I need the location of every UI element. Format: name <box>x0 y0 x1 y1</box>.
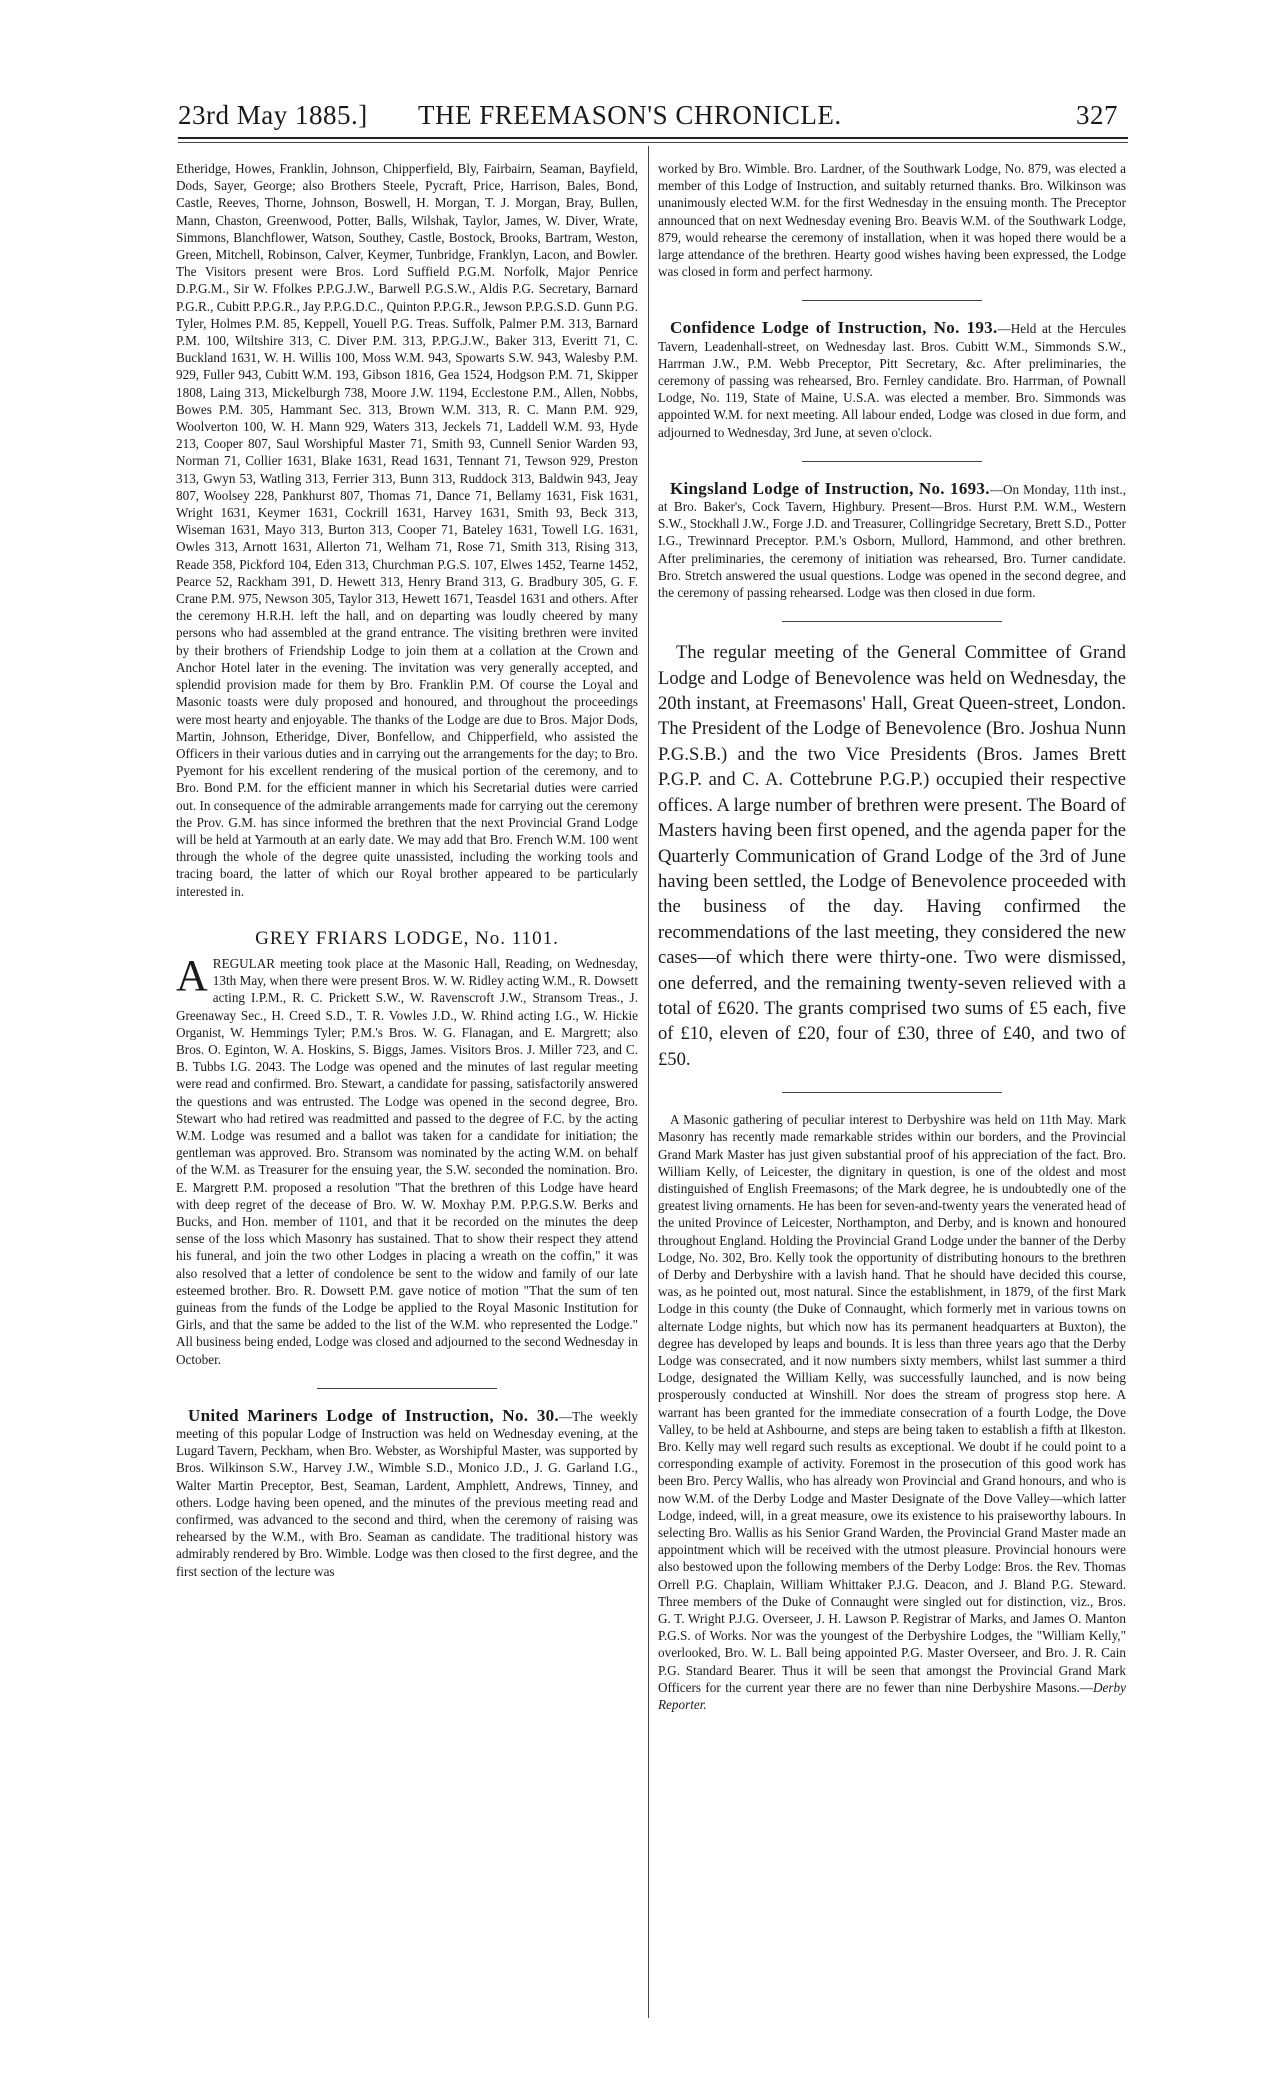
page-number: 327 <box>1076 100 1118 130</box>
kingsland-heading: Kingsland Lodge of Instruction, No. 1693. <box>670 478 990 498</box>
section-separator <box>782 1092 1002 1093</box>
united-mariners-body: —The weekly meeting of this popular Lodge of Instruction was held on Wednesday evening, at the Lugard Tavern, Peckham, when Bro. Webster, as Worshipful Master, was supported by Bros. Wilkinson S.W., Harvey J.W., Wimble S.D., Monico J.D., J. G. Garland I.G., Walter Martin Preceptor, Best, Seaman, Lardent, Amphlett, Andrews, Tinney, and others. Lodge having been opened, and the minutes of the previous meeting read and confirmed, was advanced to the second and third, when the ceremony of raising was rehearsed by the W.M., with Bro. Seaman as candidate. The traditional history was admirably rendered by Bro. Wimble. Lodge was then closed to the first degree, and the first section of the lecture was <box>176 1408 638 1579</box>
right-column <box>658 160 1126 1713</box>
header-rule <box>178 137 1128 139</box>
section-separator <box>317 1388 497 1389</box>
section-separator <box>802 300 982 301</box>
united-mariners-heading: United Mariners Lodge of Instruction, No. 30. <box>188 1405 559 1425</box>
masthead <box>178 100 1118 134</box>
confidence-heading: Confidence Lodge of Instruction, No. 193. <box>670 318 998 338</box>
derbyshire-source: Derby Reporter. <box>658 1679 1126 1713</box>
united-mariners-article <box>176 1407 638 1580</box>
kingsland-body: —On Monday, 11th inst., at Bro. Baker's, Cock Tavern, Highbury. Present—Bros. Hurst P.M. W.M., Western S.W., Stockhall J.W., Forge J.D. and Treasurer, Collingridge Secretary, Brett S.D., Potter I.G., Trewinnard Preceptor. P.M.'s Osborn, Mullord, Hammond, and other brethren. After preliminaries, the ceremony of initiation was rehearsed, Bro. Turner candidate. Bro. Stretch answered the usual questions. Lodge was opened in the second degree, and the ceremony of passing rehearsed. Lodge was then closed in due form. <box>658 481 1126 601</box>
section-separator <box>802 461 982 462</box>
left-column <box>176 160 638 1580</box>
column-divider <box>648 146 649 2018</box>
issue-date: 23rd May 1885.] <box>178 100 368 130</box>
derbyshire-body: A Masonic gathering of peculiar interest to Derbyshire was held on 11th May. Mark Masonry has recently made remarkable strides within our borders, and the Provincial Grand Mark Master has just given substantial proof of his appreciation of the fact. Bro. William Kelly, of Leicester, the dignitary in question, is one of the oldest and most distinguished of English Freemasons; of the Mark degree, he is undoubtedly one of the greatest living ornaments. He has been for seven-and-twenty years the venerated head of the united Province of Leicester, Northampton, and Derby, and is known and honoured throughout England. Holding the Provincial Grand Lodge under the banner of the Derby Lodge, No. 302, Bro. Kelly took the opportunity of distributing honours to the brethren of Derby and Derbyshire with a lavish hand. That he should have decided this course, was, as he pointed out, most natural. Since the establishment, in 1879, of the first Mark Lodge in this county (the Duke of Connaught, which formerly met in various towns on alternate Lodge nights, but which now has its permanent headquarters at Buxton), the degree has developed by leaps and bounds. It is less than three years ago that the Derby Lodge was consecrated, and it now numbers sixty members, whilst last summer a third Lodge, designated the William Kelly, was successfully launched, and is now being prosperously conducted at Winshill. Nor does the stream of progress stop here. A warrant has been granted for the immediate consecration of a fourth Lodge, the Dove Valley, to be held at Ashbourne, and steps are being taken to establish a fifth at Ilkeston. Bro. Kelly may well regard such results as exceptional. We doubt if he could point to a corresponding example of activity. Foremost in the prosecution of this good work has been Bro. Percy Wallis, who has already won Provincial and Grand honours, and who is now W.M. of the Derby Lodge and Master Designate of the Dove Valley—which latter Lodge, indeed, will, in a great measure, owe its existence to his praiseworthy labours. In selecting Bro. Wallis as his Senior Grand Warden, the Provincial Grand Master made an appointment which will be received with the utmost pleasure. Provincial honours were also bestowed upon the following members of the Derby Lodge: Bros. the Rev. Thomas Orrell P.G. Chaplain, William Whittaker P.J.G. Deacon, and J. Bland P.G. Steward. Three members of the Duke of Connaught were singled out for distinction, viz., Bros. G. T. Wright P.J.G. Overseer, J. H. Lawson P. Registrar of Marks, and James O. Manton P.G.S. of Works. Nor was the youngest of the Derbyshire Lodges, the "William Kelly," overlooked, Bro. W. L. Ball being appointed P.G. Master Overseer, and Bro. J. R. Cain P.G. Standard Bearer. Thus it will be seen that amongst the Provincial Grand Mark Officers for the current year there are no fewer than nine Derbyshire Masons.— <box>658 1112 1126 1695</box>
drop-cap: A <box>176 950 208 1000</box>
header-rule-thin <box>178 142 1128 143</box>
derbyshire-article <box>658 1111 1126 1713</box>
publication-title: THE FREEMASON'S CHRONICLE. <box>418 100 842 130</box>
kingsland-article <box>658 480 1126 601</box>
confidence-body: —Held at the Hercules Tavern, Leadenhall-street, on Wednesday last. Bros. Cubitt W.M., Simmonds S.W., Harrman J.W., P.M. Webb Preceptor, Pitt Secretary, &c. After preliminaries, the ceremony of passing was rehearsed, Bro. Fernley candidate. Bro. Harrman, of Pownall Lodge, No. 119, State of Maine, U.S.A. was elected a member. Bro. Simmonds was appointed W.M. for next meeting. All labour ended, Lodge was closed in due form, and adjourned to Wednesday, 3rd June, at seven o'clock. <box>658 321 1126 440</box>
confidence-article <box>658 319 1126 440</box>
grand-committee-article: The regular meeting of the General Committee of Grand Lodge and Lodge of Benevolence was held on Wednesday, the 20th instant, at Freemasons' Hall, Great Queen-street, London. The President of the Lodge of Benevolence (Bro. Joshua Nunn P.G.S.B.) and the two Vice Presidents (Bros. James Brett P.G.P. and C. A. Cottebrune P.G.P.) occupied their respective offices. A large number of brethren were present. The Board of Masters having been first opened, and the agenda paper for the Quarterly Communication of Grand Lodge of the 3rd of June having been settled, the Lodge of Benevolence proceeded with the business of the day. Having confirmed the recommendations of the last meeting, they considered the new cases—of which there were thirty-one. Two were dismissed, one deferred, and the remaining twenty-seven relieved with a total of £620. The grants comprised two sums of £5 each, five of £10, eleven of £20, four of £30, three of £40, and two of £50. <box>658 642 1126 1070</box>
section-separator <box>782 621 1002 622</box>
mariners-continued: worked by Bro. Wimble. Bro. Lardner, of the Southwark Lodge, No. 879, was elected a member of this Lodge of Instruction, and suitably returned thanks. Bro. Wilkinson was unanimously elected W.M. for the first Wednesday in the ensuing month. The Preceptor announced that on next Wednesday evening Bro. Beavis W.M. of the Southwark Lodge, 879, would rehearse the ceremony of installation, when it was hoped there would be a large attendance of the brethren. Hearty good wishes having been expressed, the Lodge was closed in form and perfect harmony. <box>658 161 1126 280</box>
grey-friars-article <box>176 950 638 1368</box>
grey-friars-body: REGULAR meeting took place at the Masonic Hall, Reading, on Wednesday, 13th May, when there were present Bros. W. W. Ridley acting W.M., R. Dowsett acting I.P.M., R. C. Prickett S.W., W. Ravenscroft J.W., Stransom Treas., J. Greenaway Sec., H. Creed S.D., T. R. Vowles J.D., W. Rhind acting I.G., W. Hickie Organist, W. Hemmings Tyler; P.M.'s Bros. W. G. Flanagan, and E. Margrett; also Bros. O. Eginton, W. A. Hoskins, S. Biggs, James. Visitors Bros. J. Miller 723, and C. B. Tubbs I.G. 2043. The Lodge was opened and the minutes of last regular meeting were read and confirmed. Bro. Stewart, a candidate for passing, satisfactorily answered the questions and was entrusted. The Lodge was opened in the second degree, Bro. Stewart who had retired was readmitted and passed to the degree of F.C. by the acting W.M. Lodge was resumed and a ballot was taken for a candidate for initiation; the gentleman was approved. Bro. Stransom was nominated by the acting W.M. on behalf of the W.M. as Treasurer for the ensuing year, the S.W. seconded the nomination. Bro. E. Margrett P.M. proposed a resolution "That the brethren of this Lodge have heard with deep regret of the decease of Bro. W. W. Moxhay P.M. P.P.G.S.W. Berks and Bucks, and Hon. member of 1101, and that it be recorded on the minutes the deep sense of the loss which Masonry has sustained. That to show their respect they attend his funeral, and join the two other Lodges in placing a wreath on the coffin," it was also resolved that a letter of condolence be sent to the widow and family of our late esteemed brother. Bro. R. Dowsett P.M. gave notice of motion "That the sum of ten guineas from the funds of the Lodge be applied to the Royal Masonic Institution for Girls, and that the same be added to the list of the W.M. who represented the Lodge." All business being ended, Lodge was closed and adjourned to the second Wednesday in October. <box>176 955 638 1367</box>
grey-friars-title: GREY FRIARS LODGE, No. 1101. <box>255 927 559 949</box>
article-continuation: Etheridge, Howes, Franklin, Johnson, Chipperfield, Bly, Fairbairn, Seaman, Bayfield, Dods, Sayer, George; also Brothers Steele, Pycraft, Price, Harrison, Bales, Bond, Castle, Reeves, Thorne, Johnson, Boswell, H. Morgan, T. J. Morgan, Bray, Bullen, Mann, Chaston, Greenwood, Potter, Balls, Wilshak, Taylor, James, W. Diver, Wrate, Simmons, Blanchflower, Watson, Southey, Castle, Bostock, Brooks, Bartram, Weston, Green, Mitchell, Robinson, Calver, Keymer, Tunbridge, Franklyn, Lacon, and Bowler. The Visitors present were Bros. Lord Suffield P.G.M. Norfolk, Major Penrice D.P.G.M., Sir W. Ffolkes P.P.G.J.W., Barwell P.G.S.W., Aldis P.G. Secretary, Barnard P.G.R., Cubitt P.P.G.R., Jay P.P.G.D.C., Quinton P.P.G.R., Jewson P.P.G.S.D. Gunn P.G. Tyler, Holmes P.M. 85, Keppell, Youell P.G. Treas. Suffolk, Palmer P.M. 313, Barnard P.M. 100, Wiltshire 313, C. Diver P.M. 313, P.P.G.J.W., Baker 313, Everitt 71, C. Buckland 1631, W. H. Willis 100, Moss W.M. 943, Spowarts S.W. 943, Walesby P.M. 929, Fuller 943, Cubitt W.M. 193, Gibson 1816, Gea 1524, Hodgson P.M. 71, Skipper 1808, Laing 313, Mickelburgh 738, Moore J.W. 1194, Ecclestone P.M., Allen, Nobbs, Bowes P.M. 305, Hammant Sec. 313, Brown W.M. 313, R. C. Mann P.M. 929, Woolverton 100, W. H. Mann 929, Waters 313, Jeckels 71, Laddell W.M. 93, Hyde 213, Cooper 807, Saul Worshipful Master 71, Smith 93, Cunnell Senior Warden 93, Norman 71, Collier 1631, Blake 1631, Read 1631, Tennant 71, Tewson 929, Preston 313, Gwyn 53, Watling 313, Ferrier 313, Bunn 313, Ruddock 313, Baldwin 943, Jeay 807, Woolsey 228, Pankhurst 807, Thomas 71, Dance 71, Bellamy 1631, Fisk 1631, Wright 1631, Keymer 1631, Cockrill 1631, Harvey 1631, Smith 93, Beck 313, Wiseman 1631, Mayo 313, Burton 313, Cooper 71, Bateley 1631, Towell I.G. 1631, Owles 313, Arnott 1631, Allerton 71, Welham 71, Rose 71, Smith 313, Rising 313, Reade 358, Pickford 104, Eden 313, Churchman P.G.S. 107, Elwes 1452, Tearne 1452, Pearce 52, Rackham 391, D. Hewett 313, Henry Brand 313, G. Bradbury 305, G. F. Crane P.M. 975, Newson 305, Taylor 313, Hewett 1671, Teasdel 1631 and others. After the ceremony H.R.H. left the hall, and on departing was loudly cheered by many persons who had assembled at the grand entrance. The visiting brethren were invited by their brothers of Friendship Lodge to join them at a collation at the Crown and Anchor Hotel later in the evening. The invitation was very generally accepted, and splendid provision made for them by Bro. Franklin P.M. Of course the Loyal and Masonic toasts were duly proposed and honoured, and throughout the proceedings were most hearty and enjoyable. The thanks of the Lodge are due to Bros. Major Dods, Martin, Johnson, Etheridge, Diver, Bonfellow, and Chipperfield, who assisted the Officers in their various duties and in carrying out the arrangements for the day; to Bro. Pyemont for his excellent rendering of the musical portion of the ceremony, and to Bro. Bond P.M. for the efficient manner in which his Secretarial duties were carried out. In consequence of the admirable arrangements made for carrying out the ceremony the Prov. G.M. has since informed the brethren that the next Provincial Grand Lodge will be held at Yarmouth at an early date. We may add that Bro. French W.M. 100 went through the whole of the degree quite unassisted, including the working tools and tracing board, the latter of which our Royal brother appeared to be particularly interested in. <box>176 161 638 899</box>
